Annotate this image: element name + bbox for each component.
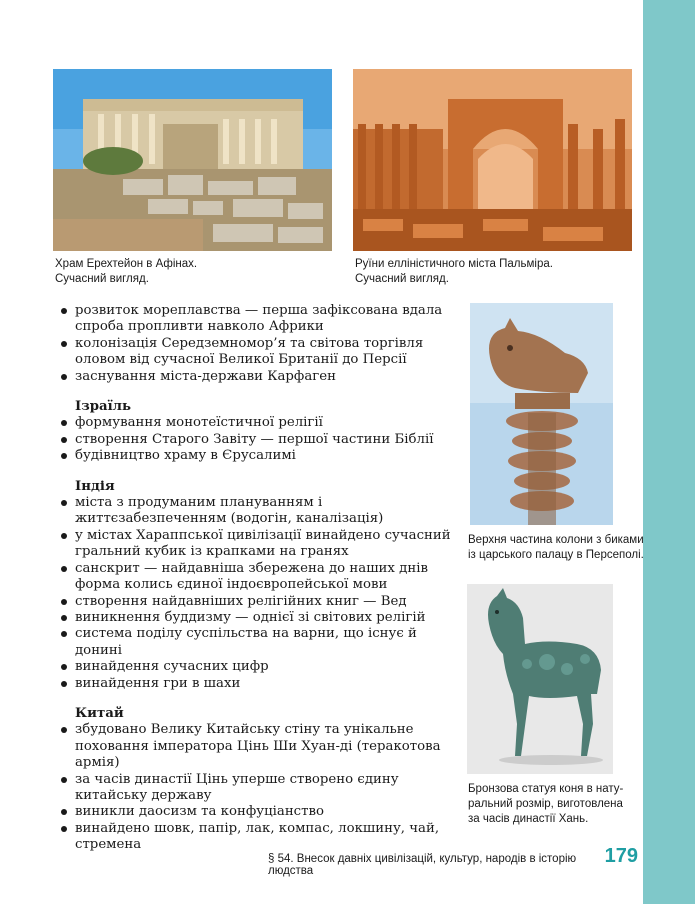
list-item: колонізація Середземномор’я та світова торгівля оловом від сучасної Великої Британії до Персії bbox=[58, 336, 453, 369]
erechtheion-photo bbox=[53, 69, 332, 251]
list-item: винайдення сучасних цифр bbox=[58, 659, 453, 675]
list-item: міста з продуманим плануванням і життєзабезпеченням (водогін, каналізація) bbox=[58, 495, 453, 528]
persepolis-caption: Верхня частина колони з биками із царського палацу в Персеполі. bbox=[468, 534, 644, 561]
list-item: створення найдавніших релігійних книг — Вед bbox=[58, 594, 453, 610]
list-item: формування монотеїстичної релігії bbox=[58, 415, 453, 431]
list-item: винайдення гри в шахи bbox=[58, 676, 453, 692]
page-footer bbox=[268, 845, 638, 877]
israel-list bbox=[58, 415, 453, 464]
persepolis-column-photo bbox=[470, 303, 613, 525]
section-heading-india: Індія bbox=[75, 478, 115, 494]
list-item: у містах Хараппської цивілізації винайдено сучасний гральний кубик із крапками на гранях bbox=[58, 528, 453, 561]
erechtheion-caption: Храм Ерехтейон в Афінах. Сучасний вигляд. bbox=[55, 258, 198, 285]
china-list bbox=[58, 722, 453, 853]
main-text bbox=[58, 303, 453, 854]
list-item: збудовано Велику Китайську стіну та унікальне поховання імператора Цінь Ши Хуан-ді (теракотова армія) bbox=[58, 722, 453, 771]
bronze-horse-caption: Бронзова статуя коня в нату- ральний розмір, виготовлена за часів династії Хань. bbox=[468, 783, 624, 825]
list-item: система поділу суспільства на варни, що існує й донині bbox=[58, 626, 453, 659]
india-list bbox=[58, 495, 453, 692]
list-item: санскрит — найдавніша збережена до наших днів форма колись єдиної індоєвропейської мови bbox=[58, 561, 453, 594]
palmyra-caption: Руїни елліністичного міста Пальміра. Сучасний вигляд. bbox=[355, 258, 553, 285]
list-item: заснування міста-держави Карфаген bbox=[58, 369, 453, 385]
bronze-horse-photo bbox=[467, 584, 613, 774]
page-side-strip bbox=[643, 0, 695, 904]
section-heading-china: Китай bbox=[75, 705, 124, 721]
section-heading-israel: Ізраїль bbox=[75, 399, 132, 415]
footer-section-title: § 54. Внесок давніх цивілізацій, культур, народів в історію людства bbox=[268, 853, 577, 877]
list-item: винайдено шовк, папір, лак, компас, локшину, чай, стремена bbox=[58, 821, 453, 854]
list-item: розвиток мореплавства — перша зафіксована вдала спроба пропливти навколо Африки bbox=[58, 303, 453, 336]
palmyra-photo bbox=[353, 69, 632, 251]
list-item: виникнення буддизму — однієї зі світових релігій bbox=[58, 610, 453, 626]
list-item: будівництво храму в Єрусалимі bbox=[58, 448, 453, 464]
list-item: за часів династії Цінь уперше створено єдину китайську державу bbox=[58, 772, 453, 805]
intro-list bbox=[58, 303, 453, 385]
list-item: створення Старого Завіту — першої частини Біблії bbox=[58, 432, 453, 448]
list-item: виникли даосизм та конфуціанство bbox=[58, 804, 453, 820]
page-number: 179 bbox=[604, 845, 638, 867]
